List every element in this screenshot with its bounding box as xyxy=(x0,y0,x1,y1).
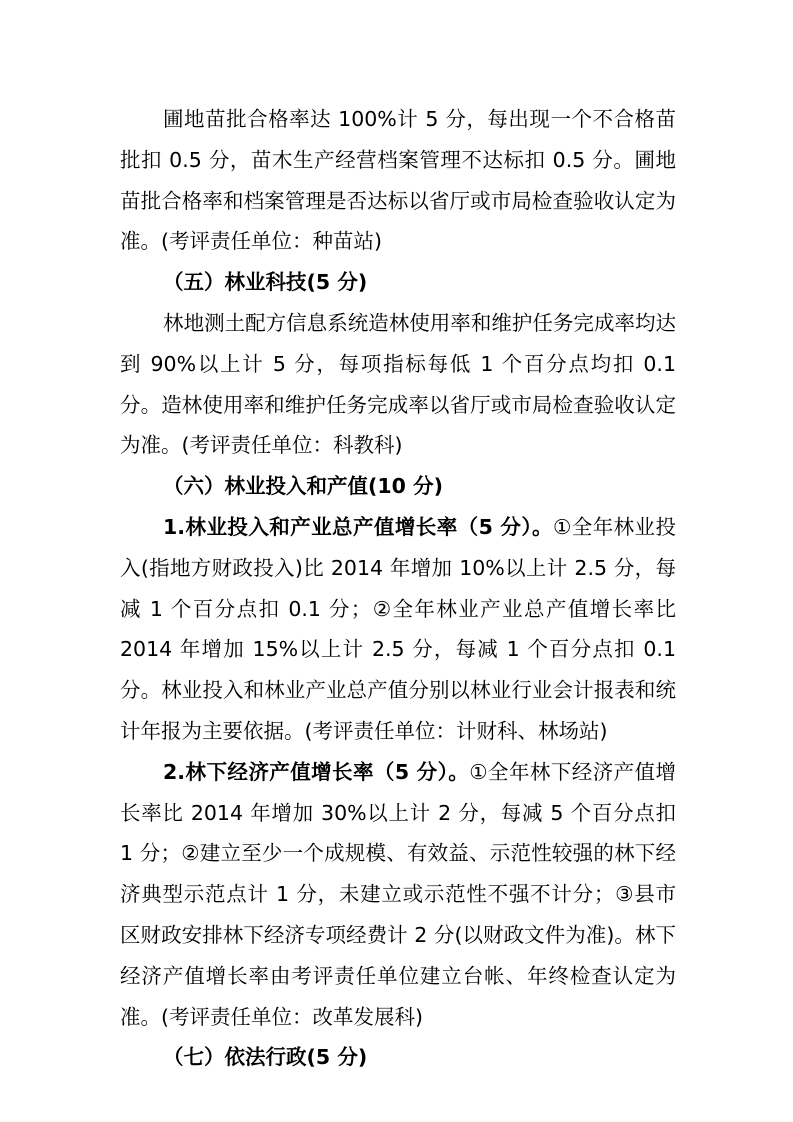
paragraph-understory-economy-text: ①全年林下经济产值增长率比 2014 年增加 30%以上计 2 分，每减 5 个百分点扣 1 分；②建立至少一个成规模、有效益、示范性较强的林下经济典型示范点计 1 分，未建立或示范性不强不计分；③县市区财政安排林下经济专项经费计 2 分(以财政文件为准)。林下经济产值增长率由考评责任单位建立台帐、年终检查认定为准。(考评责任单位：改革发展科) xyxy=(120,759,676,1029)
section-heading-forestry-technology: （五）林业科技(5 分) xyxy=(163,270,368,295)
section-heading-law-administration: （七）依法行政(5 分) xyxy=(163,1045,368,1070)
paragraph-soil-formula-system: 林地测土配方信息系统造林使用率和维护任务完成率均达到 90%以上计 5 分，每项指标每低 1 个百分点均扣 0.1 分。造林使用率和维护任务完成率以省厅或市局检查验收认定为准。(考评责任单位：科教科) xyxy=(120,310,676,458)
paragraph-investment-growth xyxy=(120,507,676,752)
paragraph-investment-growth-text: ①全年林业投入(指地方财政投入)比 2014 年增加 10%以上计 2.5 分，每减 1 个百分点扣 0.1 分；②全年林业产业总产值增长率比 2014 年增加 15%以上计 2.5 分，每减 1 个百分点扣 0.1 分。林业投入和林业产业总产值分别以林业行业会计报表和统计年报为主要依据。(考评责任单位：计财科、林场站) xyxy=(120,514,676,743)
subheading-investment-growth: 1.林业投入和产业总产值增长率（5 分）。 xyxy=(163,514,553,539)
document-body xyxy=(120,99,676,1078)
subheading-understory-economy: 2.林下经济产值增长率（5 分）。 xyxy=(163,759,470,784)
section-heading-investment-output: （六）林业投入和产值(10 分) xyxy=(163,474,443,499)
paragraph-understory-economy xyxy=(120,752,676,1038)
paragraph-nursery-qualification: 圃地苗批合格率达 100%计 5 分，每出现一个不合格苗批扣 0.5 分，苗木生产经营档案管理不达标扣 0.5 分。圃地苗批合格率和档案管理是否达标以省厅或市局检查验收认定为准。(考评责任单位：种苗站) xyxy=(120,107,676,254)
